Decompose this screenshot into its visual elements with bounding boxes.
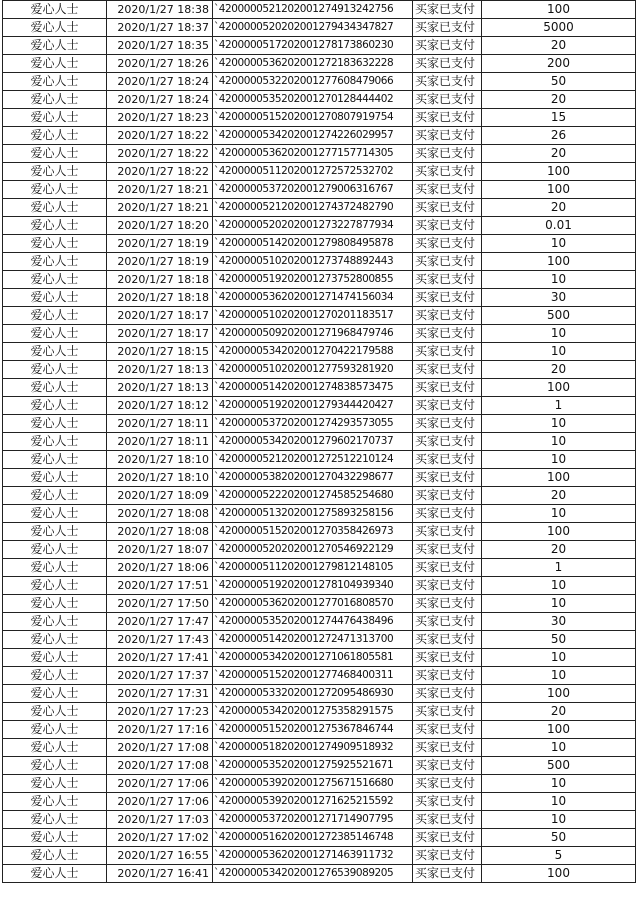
payment-status-cell: 买家已支付 (413, 469, 482, 487)
donor-name-cell: 爱心人士 (3, 271, 107, 289)
donation-time-cell: 2020/1/27 18:06 (107, 559, 213, 577)
table-row (3, 541, 636, 559)
donor-name-cell: 爱心人士 (3, 91, 107, 109)
transaction-id-cell: `4200000513202001275893258156 (213, 505, 413, 523)
transaction-id-cell: `4200000534202001274226029957 (213, 127, 413, 145)
payment-status-cell: 买家已支付 (413, 361, 482, 379)
donation-amount-cell: 200 (482, 55, 636, 73)
donation-amount-cell: 100 (482, 865, 636, 883)
payment-status-cell: 买家已支付 (413, 667, 482, 685)
donation-time-cell: 2020/1/27 18:24 (107, 73, 213, 91)
transaction-id-cell: `4200000514202001272471313700 (213, 631, 413, 649)
table-row (3, 739, 636, 757)
transaction-id-cell: `4200000517202001278173860230 (213, 37, 413, 55)
donation-amount-cell: 100 (482, 685, 636, 703)
table-row (3, 793, 636, 811)
payment-status-cell: 买家已支付 (413, 559, 482, 577)
donor-name-cell: 爱心人士 (3, 19, 107, 37)
table-row (3, 307, 636, 325)
payment-status-cell: 买家已支付 (413, 775, 482, 793)
transaction-id-cell: `4200000534202001275358291575 (213, 703, 413, 721)
payment-status-cell: 买家已支付 (413, 523, 482, 541)
payment-status-cell: 买家已支付 (413, 379, 482, 397)
donor-name-cell: 爱心人士 (3, 325, 107, 343)
payment-status-cell: 买家已支付 (413, 325, 482, 343)
transaction-id-cell: `4200000536202001271463911732 (213, 847, 413, 865)
donation-amount-cell: 100 (482, 523, 636, 541)
donation-records-table (2, 0, 636, 883)
transaction-id-cell: `4200000536202001272183632228 (213, 55, 413, 73)
donor-name-cell: 爱心人士 (3, 595, 107, 613)
transaction-id-cell: `4200000518202001274909518932 (213, 739, 413, 757)
payment-status-cell: 买家已支付 (413, 487, 482, 505)
payment-status-cell: 买家已支付 (413, 253, 482, 271)
payment-status-cell: 买家已支付 (413, 91, 482, 109)
donation-time-cell: 2020/1/27 18:10 (107, 469, 213, 487)
payment-status-cell: 买家已支付 (413, 397, 482, 415)
table-row (3, 361, 636, 379)
donor-name-cell: 爱心人士 (3, 631, 107, 649)
table-row (3, 775, 636, 793)
donor-name-cell: 爱心人士 (3, 757, 107, 775)
donor-name-cell: 爱心人士 (3, 307, 107, 325)
transaction-id-cell: `4200000521202001274372482790 (213, 199, 413, 217)
transaction-id-cell: `4200000515202001270358426973 (213, 523, 413, 541)
table-row (3, 433, 636, 451)
donation-amount-cell: 100 (482, 253, 636, 271)
donation-time-cell: 2020/1/27 18:12 (107, 397, 213, 415)
transaction-id-cell: `4200000535202001270128444402 (213, 91, 413, 109)
donation-time-cell: 2020/1/27 18:08 (107, 505, 213, 523)
payment-status-cell: 买家已支付 (413, 505, 482, 523)
donor-name-cell: 爱心人士 (3, 289, 107, 307)
donation-time-cell: 2020/1/27 18:20 (107, 217, 213, 235)
payment-status-cell: 买家已支付 (413, 343, 482, 361)
donation-amount-cell: 10 (482, 415, 636, 433)
donation-amount-cell: 10 (482, 235, 636, 253)
donor-name-cell: 爱心人士 (3, 163, 107, 181)
donor-name-cell: 爱心人士 (3, 847, 107, 865)
donation-time-cell: 2020/1/27 18:19 (107, 235, 213, 253)
transaction-id-cell: `4200000519202001279344420427 (213, 397, 413, 415)
donor-name-cell: 爱心人士 (3, 235, 107, 253)
donor-name-cell: 爱心人士 (3, 577, 107, 595)
table-row (3, 253, 636, 271)
table-row (3, 271, 636, 289)
payment-status-cell: 买家已支付 (413, 73, 482, 91)
payment-status-cell: 买家已支付 (413, 217, 482, 235)
table-row (3, 631, 636, 649)
transaction-id-cell: `4200000519202001278104939340 (213, 577, 413, 595)
donation-amount-cell: 10 (482, 649, 636, 667)
donor-name-cell: 爱心人士 (3, 721, 107, 739)
table-row (3, 145, 636, 163)
table-row (3, 181, 636, 199)
donation-time-cell: 2020/1/27 18:35 (107, 37, 213, 55)
payment-status-cell: 买家已支付 (413, 649, 482, 667)
donation-time-cell: 2020/1/27 17:02 (107, 829, 213, 847)
donation-time-cell: 2020/1/27 17:23 (107, 703, 213, 721)
transaction-id-cell: `4200000520202001279434347827 (213, 19, 413, 37)
payment-status-cell: 买家已支付 (413, 415, 482, 433)
payment-status-cell: 买家已支付 (413, 37, 482, 55)
donation-time-cell: 2020/1/27 17:06 (107, 775, 213, 793)
payment-status-cell: 买家已支付 (413, 181, 482, 199)
payment-status-cell: 买家已支付 (413, 829, 482, 847)
donation-amount-cell: 15 (482, 109, 636, 127)
donation-time-cell: 2020/1/27 18:17 (107, 307, 213, 325)
transaction-id-cell: `4200000519202001273752800855 (213, 271, 413, 289)
donation-time-cell: 2020/1/27 18:19 (107, 253, 213, 271)
donation-time-cell: 2020/1/27 18:21 (107, 199, 213, 217)
table-row (3, 865, 636, 883)
donation-amount-cell: 10 (482, 739, 636, 757)
payment-status-cell: 买家已支付 (413, 1, 482, 19)
payment-status-cell: 买家已支付 (413, 811, 482, 829)
payment-status-cell: 买家已支付 (413, 163, 482, 181)
donation-amount-cell: 10 (482, 793, 636, 811)
payment-status-cell: 买家已支付 (413, 271, 482, 289)
transaction-id-cell: `4200000536202001271474156034 (213, 289, 413, 307)
table-row (3, 595, 636, 613)
payment-status-cell: 买家已支付 (413, 109, 482, 127)
donation-time-cell: 2020/1/27 17:51 (107, 577, 213, 595)
donation-time-cell: 2020/1/27 17:37 (107, 667, 213, 685)
donation-time-cell: 2020/1/27 17:03 (107, 811, 213, 829)
transaction-id-cell: `4200000510202001273748892443 (213, 253, 413, 271)
donation-time-cell: 2020/1/27 17:43 (107, 631, 213, 649)
donation-amount-cell: 10 (482, 505, 636, 523)
donation-time-cell: 2020/1/27 16:41 (107, 865, 213, 883)
transaction-id-cell: `4200000537202001271714907795 (213, 811, 413, 829)
table-row (3, 415, 636, 433)
table-row (3, 613, 636, 631)
transaction-id-cell: `4200000510202001270201183517 (213, 307, 413, 325)
table-row (3, 829, 636, 847)
table-body (3, 1, 636, 883)
donation-amount-cell: 50 (482, 829, 636, 847)
table-row (3, 343, 636, 361)
donor-name-cell: 爱心人士 (3, 811, 107, 829)
table-row (3, 721, 636, 739)
transaction-id-cell: `4200000538202001270432298677 (213, 469, 413, 487)
transaction-id-cell: `4200000536202001277016808570 (213, 595, 413, 613)
table-row (3, 703, 636, 721)
transaction-id-cell: `4200000534202001271061805581 (213, 649, 413, 667)
payment-status-cell: 买家已支付 (413, 721, 482, 739)
donor-name-cell: 爱心人士 (3, 37, 107, 55)
payment-status-cell: 买家已支付 (413, 307, 482, 325)
donor-name-cell: 爱心人士 (3, 649, 107, 667)
donation-amount-cell: 10 (482, 775, 636, 793)
payment-status-cell: 买家已支付 (413, 847, 482, 865)
payment-status-cell: 买家已支付 (413, 577, 482, 595)
table-row (3, 325, 636, 343)
payment-status-cell: 买家已支付 (413, 631, 482, 649)
donor-name-cell: 爱心人士 (3, 253, 107, 271)
donation-time-cell: 2020/1/27 18:13 (107, 379, 213, 397)
donor-name-cell: 爱心人士 (3, 469, 107, 487)
donation-time-cell: 2020/1/27 17:31 (107, 685, 213, 703)
table-row (3, 523, 636, 541)
table-row (3, 397, 636, 415)
table-row (3, 109, 636, 127)
payment-status-cell: 买家已支付 (413, 739, 482, 757)
donation-time-cell: 2020/1/27 18:10 (107, 451, 213, 469)
donation-amount-cell: 5000 (482, 19, 636, 37)
donor-name-cell: 爱心人士 (3, 433, 107, 451)
payment-status-cell: 买家已支付 (413, 757, 482, 775)
donation-amount-cell: 100 (482, 379, 636, 397)
table-row (3, 163, 636, 181)
donor-name-cell: 爱心人士 (3, 127, 107, 145)
donor-name-cell: 爱心人士 (3, 487, 107, 505)
donation-time-cell: 2020/1/27 18:18 (107, 289, 213, 307)
table-row (3, 199, 636, 217)
donation-time-cell: 2020/1/27 18:13 (107, 361, 213, 379)
donation-amount-cell: 100 (482, 1, 636, 19)
payment-status-cell: 买家已支付 (413, 289, 482, 307)
donation-time-cell: 2020/1/27 18:11 (107, 415, 213, 433)
transaction-id-cell: `4200000535202001275925521671 (213, 757, 413, 775)
table-row (3, 37, 636, 55)
donation-amount-cell: 10 (482, 271, 636, 289)
donation-amount-cell: 20 (482, 703, 636, 721)
donation-time-cell: 2020/1/27 18:21 (107, 181, 213, 199)
donation-amount-cell: 30 (482, 289, 636, 307)
table-row (3, 847, 636, 865)
transaction-id-cell: `4200000515202001270807919754 (213, 109, 413, 127)
table-row (3, 217, 636, 235)
donation-amount-cell: 10 (482, 325, 636, 343)
table-row (3, 667, 636, 685)
payment-status-cell: 买家已支付 (413, 703, 482, 721)
payment-status-cell: 买家已支付 (413, 145, 482, 163)
donation-time-cell: 2020/1/27 18:23 (107, 109, 213, 127)
donation-time-cell: 2020/1/27 17:08 (107, 757, 213, 775)
payment-status-cell: 买家已支付 (413, 19, 482, 37)
donation-time-cell: 2020/1/27 17:06 (107, 793, 213, 811)
table-row (3, 811, 636, 829)
donation-amount-cell: 10 (482, 811, 636, 829)
donor-name-cell: 爱心人士 (3, 181, 107, 199)
transaction-id-cell: `4200000515202001275367846744 (213, 721, 413, 739)
transaction-id-cell: `4200000534202001279602170737 (213, 433, 413, 451)
donation-amount-cell: 20 (482, 37, 636, 55)
payment-status-cell: 买家已支付 (413, 433, 482, 451)
donation-amount-cell: 30 (482, 613, 636, 631)
donation-time-cell: 2020/1/27 17:08 (107, 739, 213, 757)
donation-amount-cell: 50 (482, 631, 636, 649)
table-row (3, 649, 636, 667)
donor-name-cell: 爱心人士 (3, 217, 107, 235)
transaction-id-cell: `4200000534202001276539089205 (213, 865, 413, 883)
donation-amount-cell: 10 (482, 577, 636, 595)
payment-status-cell: 买家已支付 (413, 595, 482, 613)
transaction-id-cell: `4200000515202001277468400311 (213, 667, 413, 685)
donor-name-cell: 爱心人士 (3, 73, 107, 91)
donation-amount-cell: 10 (482, 595, 636, 613)
table-row (3, 451, 636, 469)
payment-status-cell: 买家已支付 (413, 613, 482, 631)
donation-amount-cell: 26 (482, 127, 636, 145)
donation-time-cell: 2020/1/27 16:55 (107, 847, 213, 865)
donation-amount-cell: 0.01 (482, 217, 636, 235)
page-margin (0, 884, 636, 900)
transaction-id-cell: `4200000534202001270422179588 (213, 343, 413, 361)
table-row (3, 55, 636, 73)
donation-amount-cell: 100 (482, 181, 636, 199)
transaction-id-cell: `4200000536202001277157714305 (213, 145, 413, 163)
donation-amount-cell: 500 (482, 307, 636, 325)
donor-name-cell: 爱心人士 (3, 685, 107, 703)
transaction-id-cell: `4200000539202001275671516680 (213, 775, 413, 793)
donor-name-cell: 爱心人士 (3, 379, 107, 397)
donor-name-cell: 爱心人士 (3, 55, 107, 73)
transaction-id-cell: `4200000533202001272095486930 (213, 685, 413, 703)
transaction-id-cell: `4200000521202001272512210124 (213, 451, 413, 469)
donation-amount-cell: 100 (482, 163, 636, 181)
transaction-id-cell: `4200000511202001272572532702 (213, 163, 413, 181)
transaction-id-cell: `4200000521202001274913242756 (213, 1, 413, 19)
donation-amount-cell: 20 (482, 487, 636, 505)
donation-time-cell: 2020/1/27 18:08 (107, 523, 213, 541)
donor-name-cell: 爱心人士 (3, 397, 107, 415)
table-row (3, 19, 636, 37)
table-row (3, 127, 636, 145)
donor-name-cell: 爱心人士 (3, 703, 107, 721)
donor-name-cell: 爱心人士 (3, 451, 107, 469)
donation-amount-cell: 10 (482, 433, 636, 451)
payment-status-cell: 买家已支付 (413, 55, 482, 73)
donation-amount-cell: 20 (482, 361, 636, 379)
table-row (3, 235, 636, 253)
donation-time-cell: 2020/1/27 17:16 (107, 721, 213, 739)
donor-name-cell: 爱心人士 (3, 559, 107, 577)
transaction-id-cell: `4200000520202001270546922129 (213, 541, 413, 559)
transaction-id-cell: `4200000516202001272385146748 (213, 829, 413, 847)
donation-time-cell: 2020/1/27 17:41 (107, 649, 213, 667)
donor-name-cell: 爱心人士 (3, 793, 107, 811)
table-row (3, 289, 636, 307)
donation-time-cell: 2020/1/27 18:15 (107, 343, 213, 361)
transaction-id-cell: `4200000532202001277608479066 (213, 73, 413, 91)
donation-amount-cell: 1 (482, 559, 636, 577)
transaction-id-cell: `4200000509202001271968479746 (213, 325, 413, 343)
donation-time-cell: 2020/1/27 18:09 (107, 487, 213, 505)
payment-status-cell: 买家已支付 (413, 127, 482, 145)
donation-amount-cell: 20 (482, 199, 636, 217)
donation-time-cell: 2020/1/27 17:50 (107, 595, 213, 613)
donation-time-cell: 2020/1/27 18:38 (107, 1, 213, 19)
donor-name-cell: 爱心人士 (3, 505, 107, 523)
donor-name-cell: 爱心人士 (3, 109, 107, 127)
donation-time-cell: 2020/1/27 18:18 (107, 271, 213, 289)
donation-amount-cell: 10 (482, 343, 636, 361)
table-row (3, 685, 636, 703)
table-row (3, 559, 636, 577)
donation-time-cell: 2020/1/27 18:17 (107, 325, 213, 343)
payment-status-cell: 买家已支付 (413, 541, 482, 559)
donor-name-cell: 爱心人士 (3, 613, 107, 631)
table-row (3, 487, 636, 505)
transaction-id-cell: `4200000514202001279808495878 (213, 235, 413, 253)
transaction-id-cell: `4200000537202001274293573055 (213, 415, 413, 433)
donor-name-cell: 爱心人士 (3, 415, 107, 433)
donation-time-cell: 2020/1/27 18:11 (107, 433, 213, 451)
donor-name-cell: 爱心人士 (3, 361, 107, 379)
donor-name-cell: 爱心人士 (3, 523, 107, 541)
donor-name-cell: 爱心人士 (3, 541, 107, 559)
transaction-id-cell: `4200000535202001274476438496 (213, 613, 413, 631)
donation-time-cell: 2020/1/27 18:22 (107, 127, 213, 145)
donor-name-cell: 爱心人士 (3, 739, 107, 757)
donor-name-cell: 爱心人士 (3, 775, 107, 793)
donation-amount-cell: 10 (482, 451, 636, 469)
donation-amount-cell: 1 (482, 397, 636, 415)
transaction-id-cell: `4200000522202001274585254680 (213, 487, 413, 505)
transaction-id-cell: `4200000520202001273227877934 (213, 217, 413, 235)
donation-time-cell: 2020/1/27 18:07 (107, 541, 213, 559)
transaction-id-cell: `4200000537202001279006316767 (213, 181, 413, 199)
payment-status-cell: 买家已支付 (413, 793, 482, 811)
table-row (3, 577, 636, 595)
donation-amount-cell: 10 (482, 667, 636, 685)
payment-status-cell: 买家已支付 (413, 199, 482, 217)
donation-time-cell: 2020/1/27 18:22 (107, 145, 213, 163)
donation-amount-cell: 20 (482, 145, 636, 163)
donation-amount-cell: 5 (482, 847, 636, 865)
donation-amount-cell: 20 (482, 91, 636, 109)
donor-name-cell: 爱心人士 (3, 1, 107, 19)
table-row (3, 505, 636, 523)
donor-name-cell: 爱心人士 (3, 199, 107, 217)
donation-amount-cell: 100 (482, 721, 636, 739)
donor-name-cell: 爱心人士 (3, 865, 107, 883)
donor-name-cell: 爱心人士 (3, 343, 107, 361)
table-row (3, 379, 636, 397)
donation-amount-cell: 20 (482, 541, 636, 559)
donation-time-cell: 2020/1/27 18:22 (107, 163, 213, 181)
table-row (3, 73, 636, 91)
payment-status-cell: 买家已支付 (413, 685, 482, 703)
transaction-id-cell: `4200000510202001277593281920 (213, 361, 413, 379)
donor-name-cell: 爱心人士 (3, 667, 107, 685)
transaction-id-cell: `4200000539202001271625215592 (213, 793, 413, 811)
donation-time-cell: 2020/1/27 18:24 (107, 91, 213, 109)
donor-name-cell: 爱心人士 (3, 145, 107, 163)
donation-amount-cell: 50 (482, 73, 636, 91)
donor-name-cell: 爱心人士 (3, 829, 107, 847)
payment-status-cell: 买家已支付 (413, 235, 482, 253)
donation-time-cell: 2020/1/27 17:47 (107, 613, 213, 631)
table-row (3, 757, 636, 775)
payment-status-cell: 买家已支付 (413, 451, 482, 469)
donation-time-cell: 2020/1/27 18:37 (107, 19, 213, 37)
table-row (3, 1, 636, 19)
donation-amount-cell: 500 (482, 757, 636, 775)
table-row (3, 91, 636, 109)
payment-status-cell: 买家已支付 (413, 865, 482, 883)
transaction-id-cell: `4200000511202001279812148105 (213, 559, 413, 577)
transaction-id-cell: `4200000514202001274838573475 (213, 379, 413, 397)
donation-time-cell: 2020/1/27 18:26 (107, 55, 213, 73)
donation-amount-cell: 100 (482, 469, 636, 487)
table-row (3, 469, 636, 487)
